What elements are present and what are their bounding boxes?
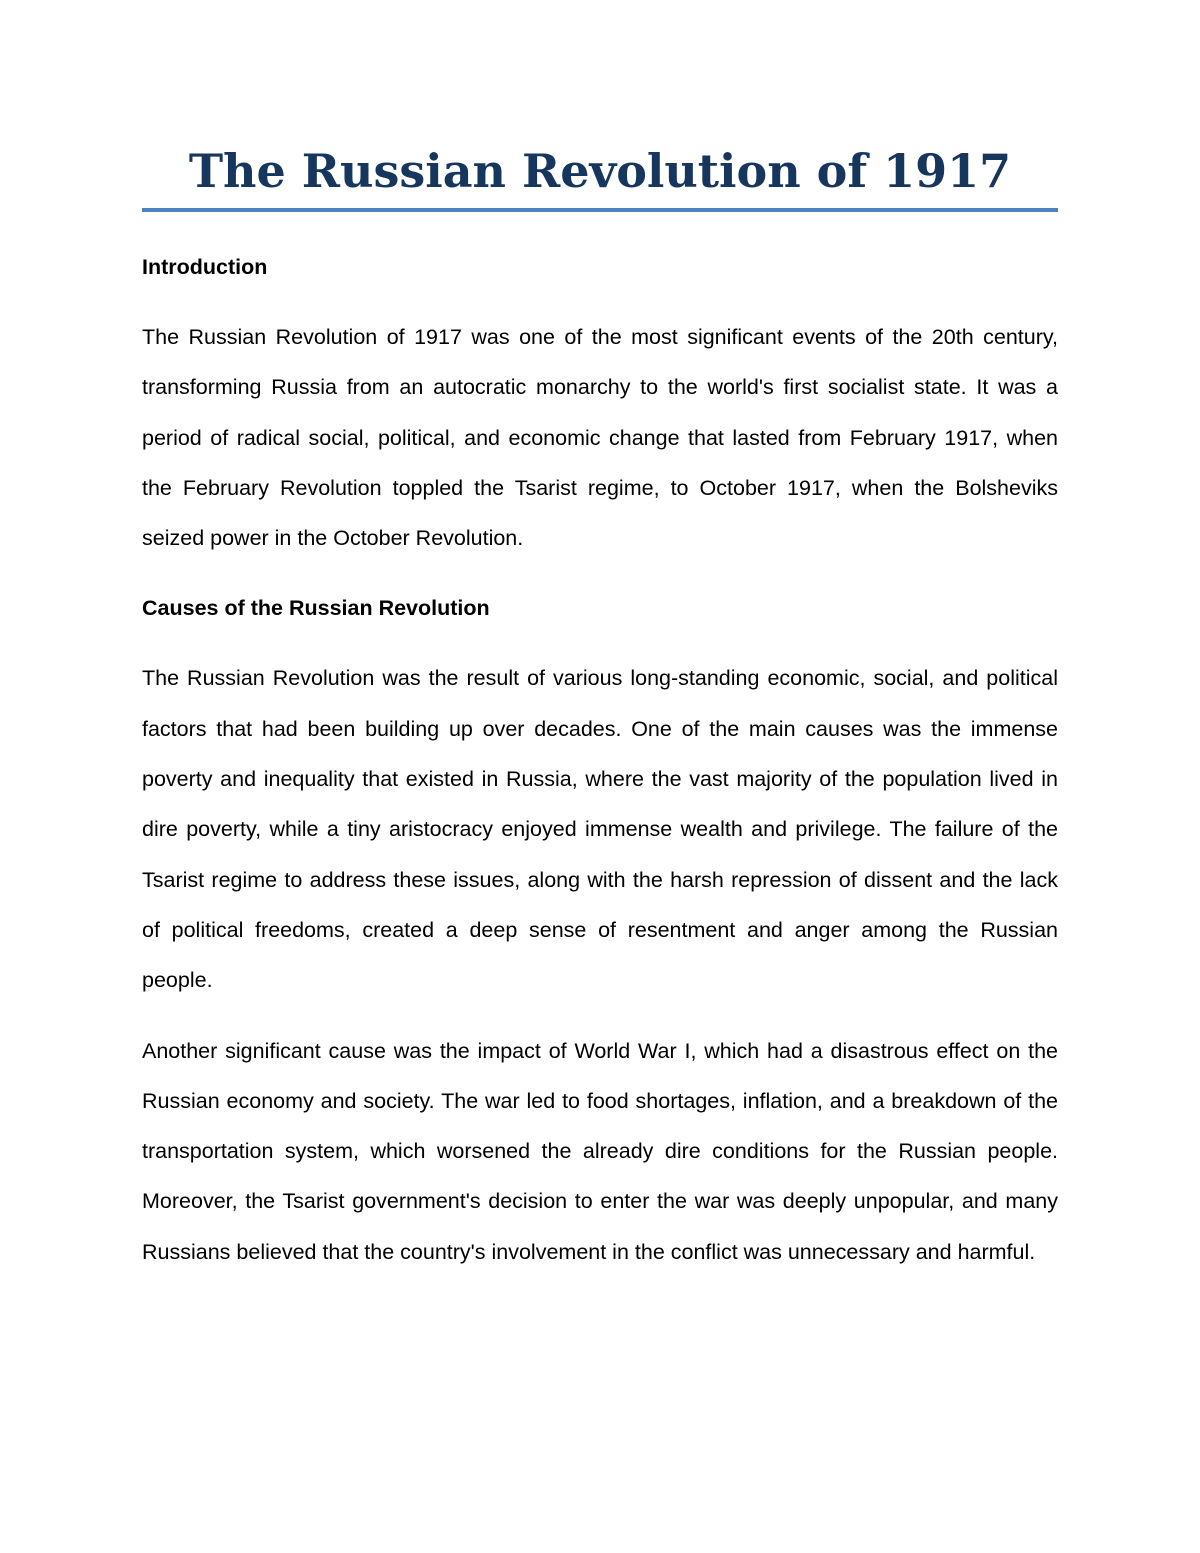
title-underline-rule	[142, 208, 1058, 212]
causes-paragraph-2: Another significant cause was the impact of World War I, which had a disastrous effect on the Russian economy and society. The war led to food shortages, inflation, and a breakdown of the transportation system, which worsened the already dire conditions for the Russian people. Moreover, the Tsarist government's decision to enter the war was deeply unpopular, and many Russians believed that the country's involvement in the conflict was unnecessary and harmful.	[142, 1038, 1058, 1264]
document-title: The Russian Revolution of 1917	[188, 144, 1012, 198]
causes-paragraph-1: The Russian Revolution was the result of various long-standing economic, social, and political factors that had been building up over decades. One of the main causes was the immense poverty and inequality that existed in Russia, where the vast majority of the population lived in dire poverty, while a tiny aristocracy enjoyed immense wealth and privilege. The failure of the Tsarist regime to address these issues, along with the harsh repression of dissent and the lack of political freedoms, created a deep sense of resentment and anger among the Russian people.	[142, 666, 1058, 993]
section-heading-causes: Causes of the Russian Revolution	[142, 596, 490, 621]
introduction-paragraph: The Russian Revolution of 1917 was one of the most significant events of the 20th century, transforming Russia from an autocratic monarchy to the world's first socialist state. It was a period of radical social, political, and economic change that lasted from February 1917, when the February Revolution toppled the Tsarist regime, to October 1917, when the Bolsheviks seized power in the October Revolution.	[142, 325, 1058, 551]
section-heading-introduction: Introduction	[142, 255, 268, 279]
document-body	[142, 140, 1058, 1297]
